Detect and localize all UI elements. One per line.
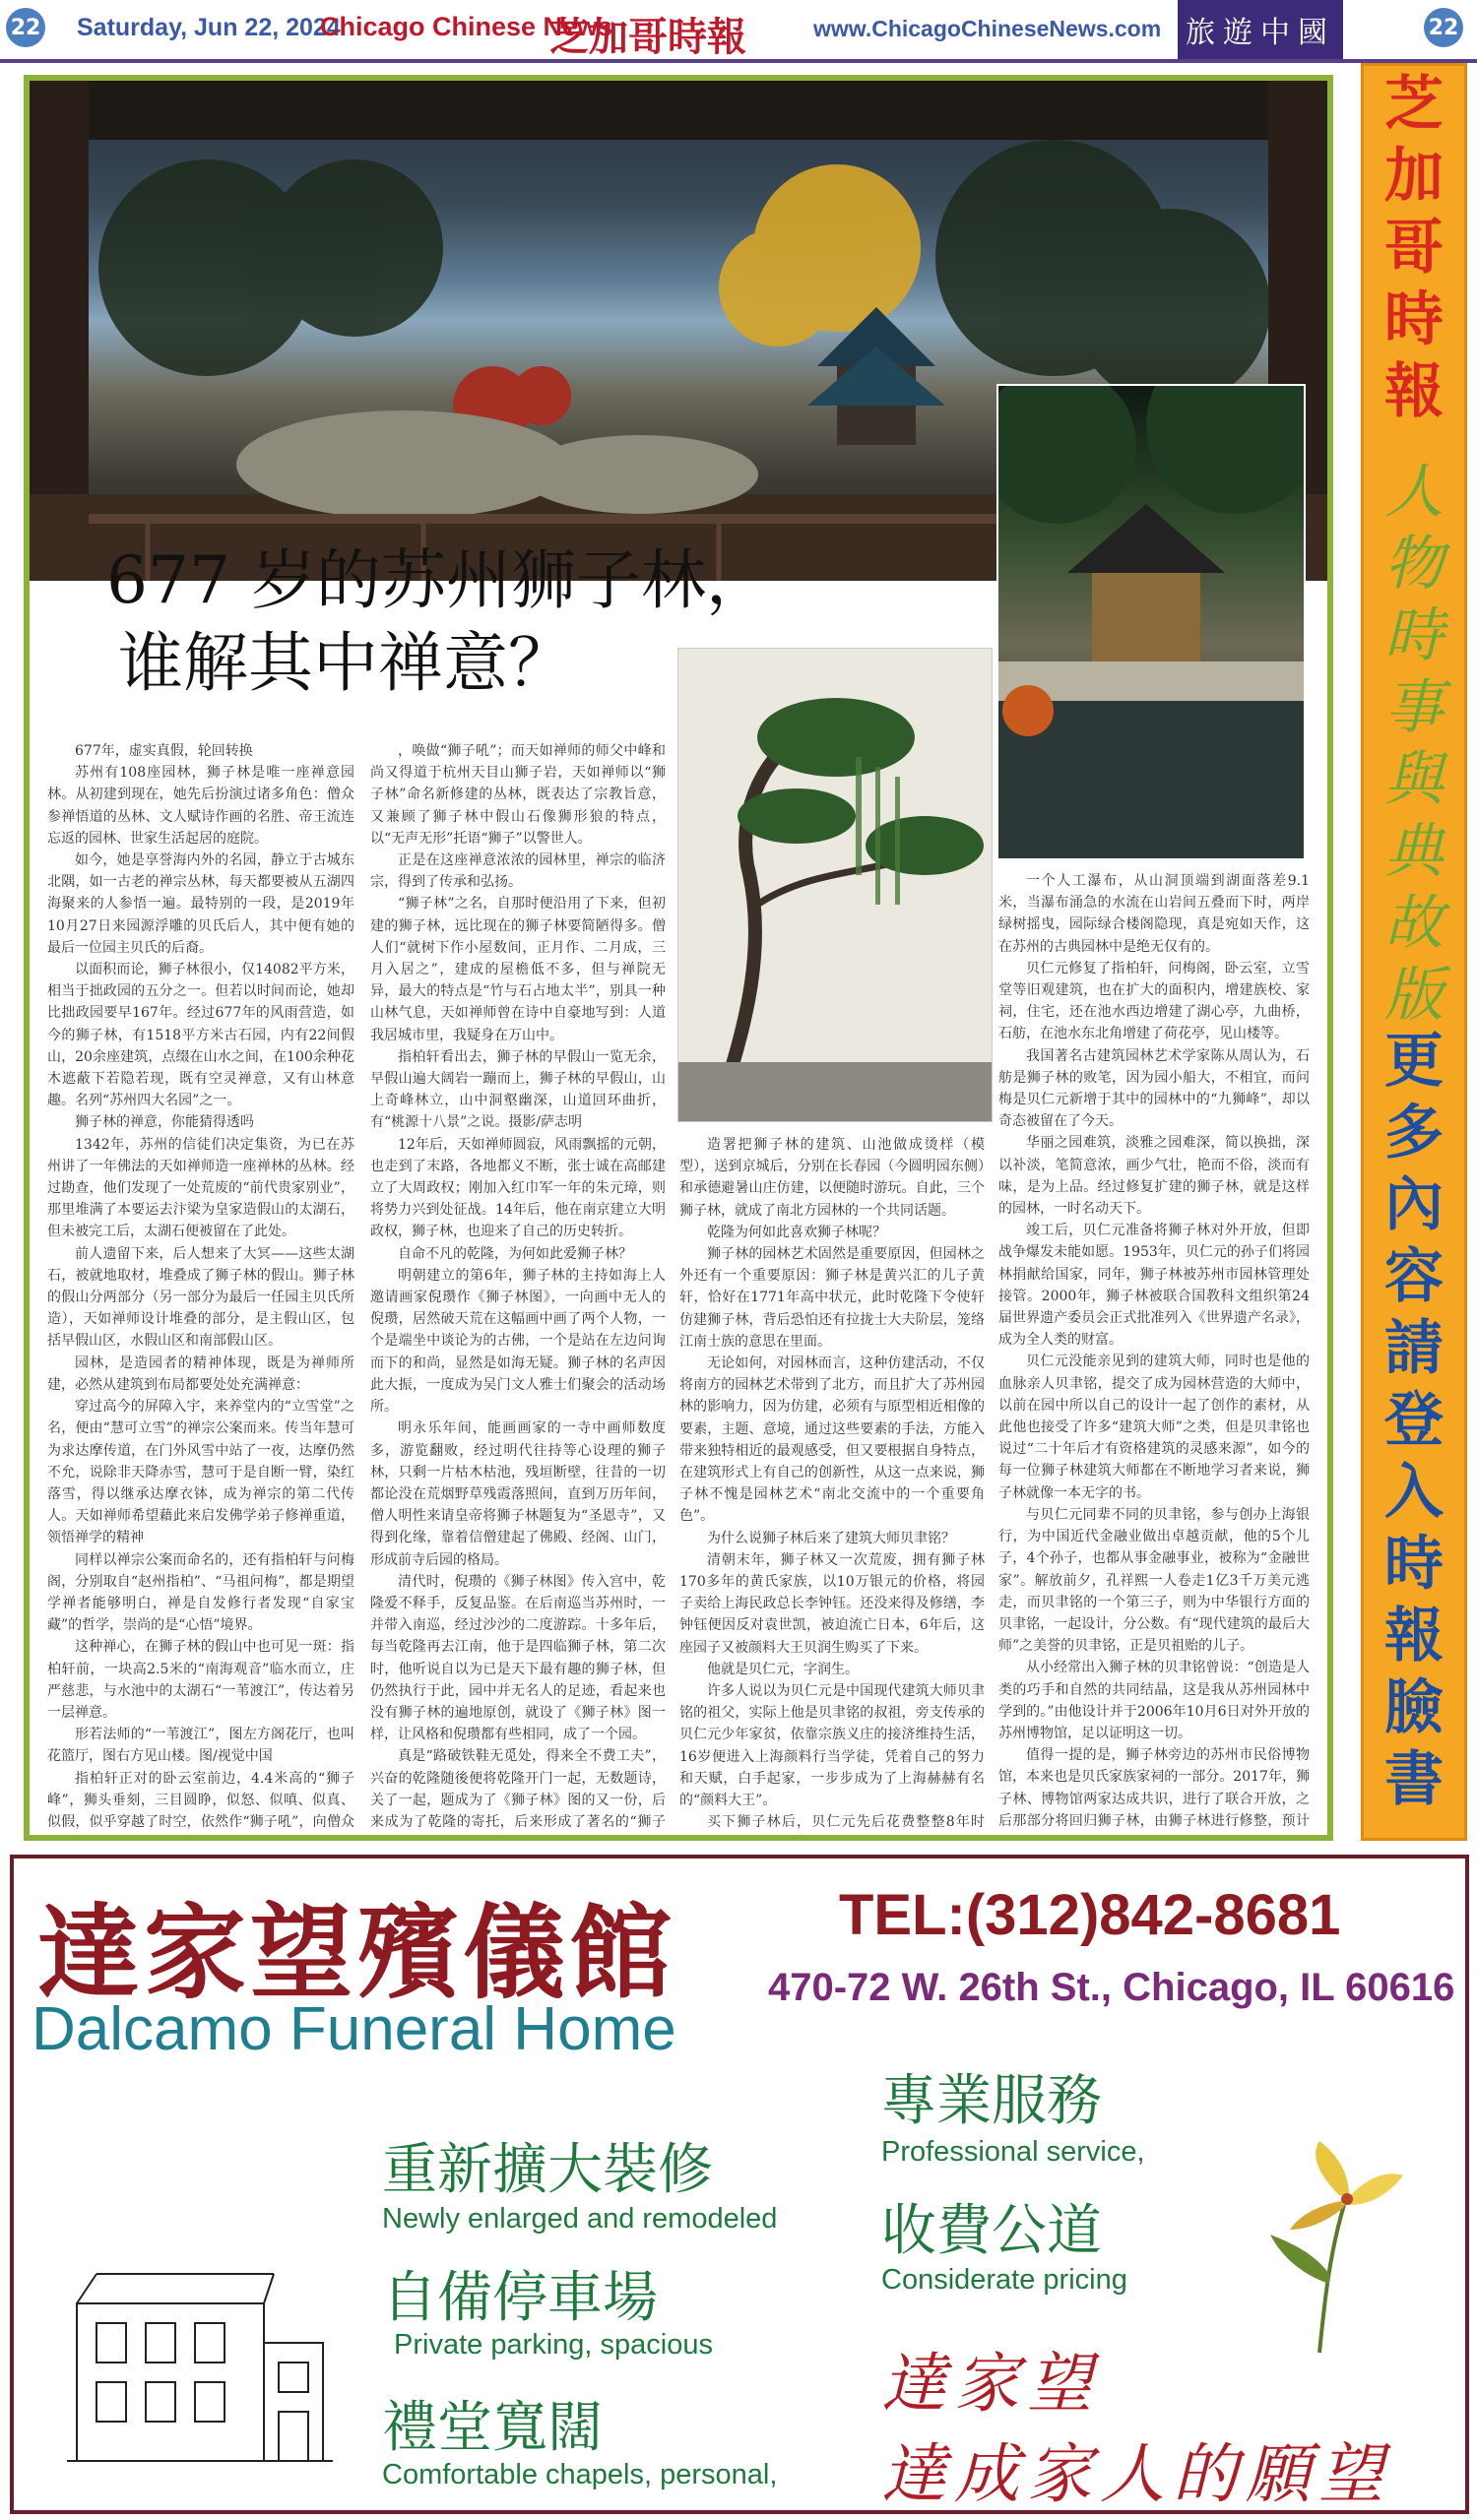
- paragraph: 为什么说狮子林后来了建筑大师贝聿铭？: [707, 1530, 955, 1546]
- ad-name-en: Dalcamo Funeral Home: [32, 1995, 676, 2063]
- paragraph: 贝仁元没能亲见到的建筑大师，同时也是他的血脉亲人贝聿铭，提交了成为园林营造的大师中，以前在园中所以自己的设计一起了创作的素材，从此他也接受了许多“建筑大师”之类，但是贝聿铭也说过“二十年后才有资格建筑的灵感来源”，如今的每一位狮子林建筑大师都在不断地学习者来说，狮子林就像一本无字的书。: [998, 1354, 1310, 1501]
- paragraph: 这种禅心，在狮子林的假山中也可见一斑：指柏轩前，一块高2.5米的“南海观音”临水而立，庄严慈悲，与水池中的太湖石“一苇渡江”，传达着另一层禅意。: [47, 1639, 354, 1721]
- sidebar-char: 芝: [1384, 70, 1444, 139]
- sidebar-char: 典: [1384, 817, 1444, 886]
- paragraph: 形若法师的“一苇渡江”，图左方阁花厅，也叫花篮厅，图右方见山楼。图/视觉中国: [47, 1727, 354, 1765]
- sidebar-char: 與: [1384, 745, 1444, 814]
- service-2-en: Considerate pricing: [881, 2264, 1127, 2296]
- sidebar-char: 容: [1384, 1242, 1444, 1311]
- page-number-right: 22: [1424, 8, 1463, 47]
- sidebar-char: 時: [1384, 601, 1444, 670]
- paragraph: 以面积而论，狮子林很小，仅14082平方米，相当于拙政园的五分之一。但若以时间而论，她却比拙政园要早167年。经过677年的风雨营造，如今的狮子林，有1518平方米古石园，内有22间假山，20余座建筑，点缀在山水之间，在100余种花木遮蔽下若隐若现，既有空灵禅意，又有山林意趣。名列“苏州四大名园”之一。: [47, 962, 354, 1109]
- paragraph: “狮子林”之名，自那时便沿用了下来，但初建的狮子林，远比现在的狮子林要简陋得多。僧人们“就树下作小屋数间，正月作、二月成，三月入居之”，建成的屋檐低不多，但与禅院无异，最大的特点是“竹与石占地太半”，别具一种山林气息，天如禅师曾在诗中自豪地写到：人道我居城市里，我疑身在万山中。: [370, 896, 666, 1043]
- service-2-cn: 收費公道: [881, 2199, 1102, 2263]
- paragraph: 12年后，天如禅师圆寂，风雨飘摇的元朝，也走到了末路，各地都义不断，张士诚在高邮建立了大周政权；刚加入红巾军一年的朱元璋，则将势力兴到处征战。14年后，他在南京建立大明政权，狮子林，也迎来了自己的历史转折。: [370, 1136, 666, 1240]
- paragraph: 苏州有108座园林，狮子林是唯一座禅意园林。从初建到现在，她先后扮演过诸多角色：僧众参禅悟道的丛林、文人赋诗作画的名胜、帝王流连忘返的园林、世家生活起居的庭院。: [47, 765, 354, 847]
- paragraph: 清代时，倪瓒的《狮子林图》传入宫中，乾隆爱不释手，反复品鉴。在后南巡当苏州时，一并带入南巡，经过沙沙的二度游踪。十多年后，每当乾隆再去江南，他于是四临狮子林，第二次时，他听说自以为已是天下最有趣的狮子林，但仍然执行于此，园中并无名人的足迹，看起来也没有狮子林的遍地原创，就设了《狮子林》图一样，让风格和倪瓒都有些相同，成了一个园。: [370, 1573, 666, 1743]
- paragraph: 买下狮子林后，贝仁元先后花费整整8年时: [707, 1814, 985, 1831]
- sidebar-char: 事: [1384, 673, 1444, 742]
- paragraph: 正是在这座禅意浓浓的园林里，禅宗的临济宗，得到了传承和弘扬。: [370, 852, 666, 891]
- slogan-line-2: 達成家人的願望: [881, 2436, 1391, 2512]
- paragraph: 如今，她是享誉海内外的名园，静立于古城东北隅，如一古老的禅宗丛林，每天都要被从五湖四海聚来的人参悟一遍。最特别的一段，是2019年10月27日来园源浮雕的贝氏后人，其中便有她的最后一位园主贝氏的后裔。: [47, 852, 354, 956]
- paragraph: 穿过高今的屏障入宇，来养堂内的“立雪堂”之名，便由“慧可立雪”的禅宗公案而来。传当年慧可为求达摩传道，在门外风雪中站了一夜，达摩仍然不允，说除非天降赤雪，慧可于是自断一臂，染红落雪，得以继承达摩衣钵，成为禅宗的第二代传人。天如禅师希望藉此来启发佛学弟子修禅重道，领悟禅学的精神: [47, 1399, 354, 1546]
- section-label: 旅遊中國: [1178, 0, 1343, 59]
- feature-1-cn: 重新擴大裝修: [382, 2138, 713, 2202]
- sidebar-char: 物: [1384, 530, 1444, 598]
- sidebar-char: 入: [1384, 1458, 1444, 1527]
- sidebar-section-name: [1365, 457, 1463, 1032]
- sidebar-char: 故: [1384, 889, 1444, 958]
- paragraph: 贝仁元修复了指柏轩，问梅阁，卧云室，立雪堂等旧观建筑，也在扩大的面积内，增建族校、家祠，住宅，还在池水西边增建了湖心亭，九曲桥，石舫，在池水东北角增建了荷花亭，见山楼等。: [998, 960, 1310, 1042]
- slogan-line-1: 達家望: [881, 2346, 1100, 2422]
- feature-3-en: Comfortable chapels, personal,: [382, 2459, 778, 2490]
- article-column-3: [679, 1134, 985, 1833]
- sidebar-char: 臉: [1384, 1673, 1444, 1742]
- paragraph: 从小经常出入狮子林的贝聿铭曾说：“创造是人类的巧手和自然的共同结晶，这是我从苏州园林中学到的。”由他设计并于2006年10月6日对外开放的苏州博物馆，足以证明这一切。: [998, 1660, 1310, 1741]
- sidebar-char: 書: [1384, 1745, 1444, 1814]
- paragraph: 我国著名古建筑园林艺术学家陈从周认为，石舫是狮子林的败笔，因为园小船大，不相宜，而问梅是贝仁元新增于其中的园林中的“九狮峰”，却以奇态被留在了今天。: [998, 1047, 1310, 1130]
- paragraph: 狮子林的园林艺术固然是重要原因，但园林之外还有一个重要原因：狮子林是黄兴汇的儿子黄轩，恰好在1771年高中状元，此时乾隆下令使轩仿建狮子林，背后恐怕还有拉拢士大夫阶层，笼络江南士族的意思在里面。: [679, 1246, 985, 1350]
- paragraph: 他就是贝仁元，字润生。: [707, 1661, 859, 1677]
- headline-line-2: 谁解其中禅意？: [118, 625, 573, 701]
- service-1-en: Professional service,: [881, 2136, 1145, 2168]
- page-number-left: 22: [6, 8, 45, 47]
- sidebar-char: 人: [1384, 458, 1444, 527]
- paragraph: 清朝末年，狮子林又一次荒废，拥有狮子林170多年的黄氏家族，以10万银元的价格，将园子卖给上海民政总长李钟钰。还没来得及修缮，李钟钰便因反对袁世凯，被迫流亡日本，6年后，这座园子又被颜料大王贝润生购买了下来。: [679, 1551, 985, 1656]
- issue-date: Saturday, Jun 22, 2024: [77, 14, 341, 41]
- paragraph: 明朝建立的第6年，狮子林的主持如海上人邀请画家倪瓒作《狮子林图》，一向画中无人的倪瓒，居然破天荒在这幅画中画了两个人物，一个是端坐中谈论为的古佛，一个是站在左边问询而下的和尚，显然是如海无疑。狮子林的名声因此大振，一度成为吴门文人雅士们聚会的活动场所。: [370, 1267, 666, 1416]
- sidebar-char: 請: [1384, 1314, 1444, 1383]
- paragraph: 竣工后，贝仁元准备将狮子林对外开放，但即战争爆发未能如愿。1953年，贝仁元的孙子们将园林捐献给国家，同年，狮子林被苏州市园林管理处接管。2000年，狮子林被联合国教科文组织第24届世界遗产委员会正式批准列入《世界遗产名录》，成为全人类的财富。: [998, 1223, 1310, 1349]
- paper-name-en: Chicago Chinese News: [320, 12, 613, 41]
- paragraph: 乾隆为何如此喜欢狮子林呢？: [707, 1224, 886, 1240]
- pavilion-pond-photo: [996, 384, 1306, 860]
- sidebar-char: 報: [1384, 357, 1444, 426]
- paragraph: 一个人工瀑布，从山洞顶端到湖面落差9.1米，当瀑布涌急的水流在山岩间五叠而下时，两岸绿树摇曳，园际绿合楼阁隐现，真是宛如天作，这在苏州的古典园林中是绝无仅有的。: [998, 873, 1310, 955]
- paragraph: 真是“路破铁鞋无觅处，得来全不费工夫”，兴奋的乾隆随後便将乾隆开门一起，无数题诗，关了一起，题成为了《狮子林》图的又一份，后来成为了乾隆的寄托，后来形成了著名的“狮子: [370, 1748, 666, 1830]
- feature-1-en: Newly enlarged and remodeled: [382, 2203, 778, 2235]
- paragraph: 同样以禅宗公案而命名的，还有指柏轩与问梅阁，分别取自“赵州指柏”、“马祖问梅”，都是期望学禅者能够明白，禅是自发修行者发现“自家宝藏”的哲学，崇尚的是“心悟”境界。: [47, 1551, 354, 1634]
- funeral-home-building-sketch: [67, 2264, 333, 2471]
- sidebar-paper-name: [1365, 69, 1463, 428]
- sidebar-char: 時: [1384, 1530, 1444, 1599]
- headline-line-1: 677 岁的苏州狮子林，: [106, 542, 771, 618]
- paragraph: 狮子林的禅意，你能猜得透吗: [75, 1114, 254, 1131]
- paragraph: 677年，虚实真假，轮回转换: [75, 743, 253, 759]
- paragraph: 与贝仁元同辈不同的贝聿铭，参与创办上海银行，为中国近代金融业做出卓越贡献，他的5个儿子，4个孙子，也都从事金融事业，被称为“金融世家”。解放前夕，孔祥熙一人卷走1亿3千万美元逃走，而贝聿铭的一个第三子，则为中华银行方面的贝聿铭，一起设计，分公数。有“现代建筑的最后大师”之美誉的贝聿铭，正是贝祖贻的儿子。: [998, 1506, 1310, 1655]
- ad-phone[interactable]: TEL:(312)842-8681: [839, 1883, 1341, 1947]
- sidebar-facebook-promo[interactable]: [1365, 1026, 1463, 1816]
- paragraph: 造署把狮子林的建筑、山池做成烫样（模型），送到京城后，分别在长春园（今圆明园东侧）和承德避暑山庄仿建，以便随时游玩。自此，三个狮子林，就成了南北方园林的一个共同话题。: [679, 1137, 985, 1219]
- paragraph: 华丽之园难筑，淡雅之园难深，简以换拙，深以补淡，笔简意浓，画少气壮，艳而不俗，淡而有味，是为上品。经过修复扩建的狮子林，就是这样的园林，一时名动天下。: [998, 1135, 1310, 1218]
- article-column-2: [370, 740, 666, 1833]
- sidebar-char: 時: [1384, 285, 1444, 354]
- article-column-4: [998, 870, 1310, 1833]
- ad-address: 470-72 W. 26th St., Chicago, IL 60616: [768, 1966, 1455, 2009]
- paragraph: 指柏轩看出去，狮子林的早假山一览无余，早假山遍大阔岩一蹦而上，狮子林的早假山，山上奇峰林立，山中洞壑幽深，山道回环曲折，有“桃源十八景”之说。摄影/萨志明: [370, 1048, 666, 1131]
- sidebar-char: 哥: [1384, 214, 1444, 283]
- sidebar-char: 更: [1384, 1027, 1444, 1096]
- sidebar-char: 內: [1384, 1170, 1444, 1239]
- paragraph: 指柏轩正对的卧云室前边，4.4米高的“狮子峰”，狮头垂刻，三目圆睁，似怒、似嗔、似真、似假，似乎穿越了时空，依然作“狮子吼”，向僧众: [47, 1770, 354, 1830]
- article-headline: [106, 539, 914, 705]
- paragraph: 前人遗留下来，后人想来了大冥——这些太湖石，被就地取材，堆叠成了狮子林的假山。狮子林的假山分两部分（另一部分为最后一任园主贝氏所造），天如禅师设计堆叠的部分，是主假山区，包括早假山区，水假山区和南部假山区。: [47, 1245, 354, 1350]
- paragraph: 园林，是造园者的精神体现，既是为禅师所建，必然从建筑到布局都要处处充满禅意：: [47, 1354, 354, 1393]
- paper-url-link[interactable]: www.ChicagoChineseNews.com: [813, 16, 1162, 41]
- paper-name-cn: 芝加哥時報: [549, 14, 746, 60]
- paragraph: 自命不凡的乾隆，为何如此爱狮子林？: [398, 1245, 632, 1262]
- paragraph: 许多人说以为贝仁元是中国现代建筑大师贝聿铭的祖父，实际上他是贝聿铭的叔祖，旁支传承的贝仁元少年家贫，依靠宗族义庄的接济维持生活，16岁便进入上海颜料行当学徒，凭着自己的努力和天赋，白手起家，一步步成为了上海赫赫有名的“颜料大王”。: [679, 1683, 985, 1809]
- paragraph: ，唤做“狮子吼”；而天如禅师的师父中峰和尚又得道于杭州天目山狮子岩，天如禅师以“狮子林”命名新修建的丛林，既表达了宗教旨意，又兼顾了狮子林中假山石像狮形狼的特点，以“无声无形”托语“狮子”以警世人。: [370, 743, 666, 847]
- feature-2-en: Private parking, spacious: [394, 2329, 713, 2361]
- article-column-1: [47, 740, 354, 1833]
- sidebar-char: 版: [1384, 961, 1444, 1030]
- sidebar-char: 報: [1384, 1602, 1444, 1670]
- service-1-cn: 專業服務: [881, 2069, 1102, 2133]
- feature-2-cn: 自備停車場: [382, 2266, 658, 2330]
- sidebar-char: 多: [1384, 1099, 1444, 1167]
- paragraph: 无论如何，对园林而言，这种仿建活动，不仅将南方的园林艺术带到了北方，而且扩大了苏州园林的影响力，因为仿建，必须有与原型相近相像的要素，主题、意境，通过这些要素的手法，方能入带来独特相近的最观感受，但又要根据自身特点，在建筑形式上有自己的创新性，从这一点来说，狮子林不愧是园林艺术“南北交流中的一个重要角色”。: [679, 1355, 985, 1525]
- paragraph: 值得一提的是，狮子林旁边的苏州市民俗博物馆，本来也是贝氏家族家祠的一部分。2017年，狮子林、博物馆两家达成共识，进行了联合开放，之后那部分将回归狮子林，由狮子林进行修整，预计: [998, 1747, 1310, 1829]
- sidebar-char: 登: [1384, 1386, 1444, 1455]
- ad-name-cn: 達家望殯儀館: [37, 1892, 676, 2013]
- lily-flower-illustration: [1251, 2136, 1408, 2362]
- paragraph: 明永乐年间，能画画家的一寺中画师数度多，游览翻败，经过明代往持等心设理的狮子林，只剩一片枯木枯池，残垣断壁，往昔的一切都论没在荒烟野草残霞落照间，直到万历年间，僧人明性来请皇帝将狮子林题复为“圣恩寺”，又得到化缘，靠着信僧建起了佛殿、经阁、山门，形成前寺后园的格局。: [370, 1420, 666, 1568]
- feature-3-cn: 禮堂寬闊: [382, 2396, 603, 2460]
- pine-tree-wall-photo: [677, 648, 993, 1122]
- paragraph: 1342年，苏州的信徒们决定集资，为已在苏州讲了一年佛法的天如禅师造一座禅林的丛林。经过勘查，他们发现了一处荒废的“前代贵家别业”，那里堆满了本要运去汴梁为皇家造假山的太湖石，但未被完工后，太湖石便被留在了此处。: [47, 1136, 354, 1240]
- sidebar-char: 加: [1384, 142, 1444, 211]
